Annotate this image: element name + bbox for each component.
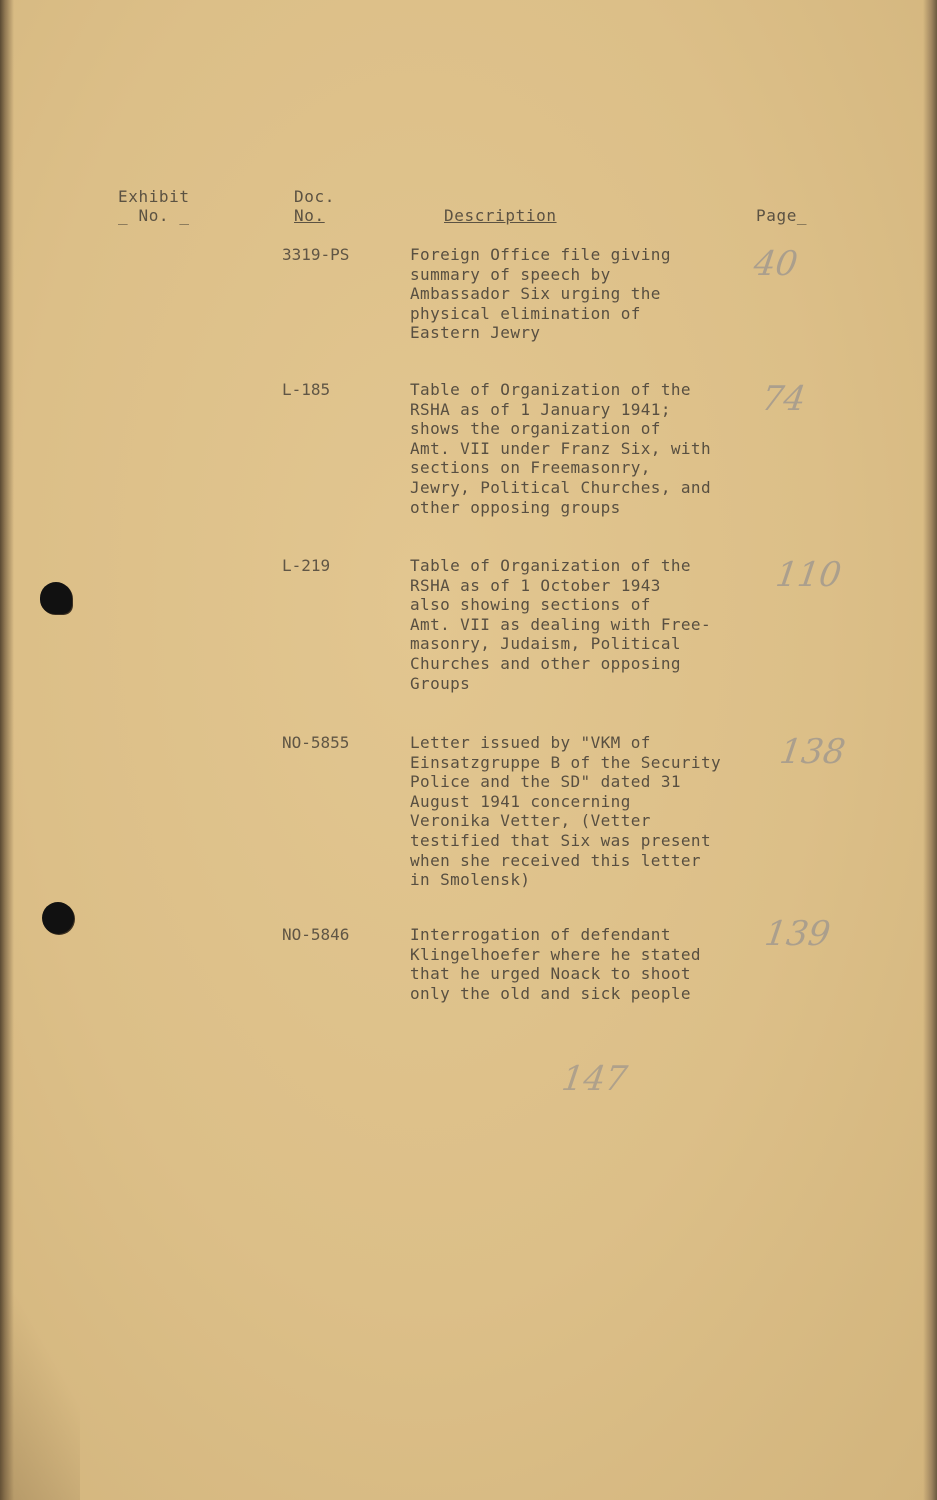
page-number-handwritten: 40 [751,244,801,284]
entry-description: Table of Organization of the RSHA as of 1 October 1943 also showing sections of Amt. VII as dealing with Free- masonry, Judaism, Political Churches and other opposing Groups [410,556,711,693]
entry-description: Table of Organization of the RSHA as of 1 January 1941; shows the organization of Amt. VII under Franz Six, with sections on Freemasonry, Jewry, Political Churches, and other opposing groups [410,380,711,517]
punch-hole-icon [42,902,74,934]
doc-number: NO-5855 [282,733,350,752]
header-exhibit-no: _ No. _ [118,206,190,225]
corner-crease [0,1250,80,1500]
left-edge-shadow [0,0,14,1500]
doc-number: NO-5846 [282,925,350,944]
doc-number: L-185 [282,380,331,399]
entry-description: Interrogation of defendant Klingelhoefer where he stated that he urged Noack to shoot only the old and sick people [410,925,701,1003]
doc-number: L-219 [282,556,331,575]
page-number-handwritten: 138 [777,732,848,772]
page-number-handwritten: 74 [759,379,809,419]
header-exhibit: Exhibit [118,187,190,206]
punch-hole-icon [40,582,72,614]
footer-page-number: 147 [559,1059,630,1099]
header-description: Description [444,206,557,225]
header-doc-no: No. [294,206,325,225]
doc-number: 3319-PS [282,245,350,264]
entry-description: Letter issued by "VKM of Einsatzgruppe B of the Security Police and the SD" dated 31 August 1941 concerning Veronika Vetter, (Vetter testified that Six was present when she received this letter in Smolensk) [410,733,722,890]
right-edge-shadow [923,0,937,1500]
page-number-handwritten: 110 [773,555,844,595]
page-number-handwritten: 139 [762,914,833,954]
header-doc: Doc. [294,187,335,206]
entry-description: Foreign Office file giving summary of speech by Ambassador Six urging the physical elimination of Eastern Jewry [410,245,671,343]
header-page: Page_ [756,206,808,225]
